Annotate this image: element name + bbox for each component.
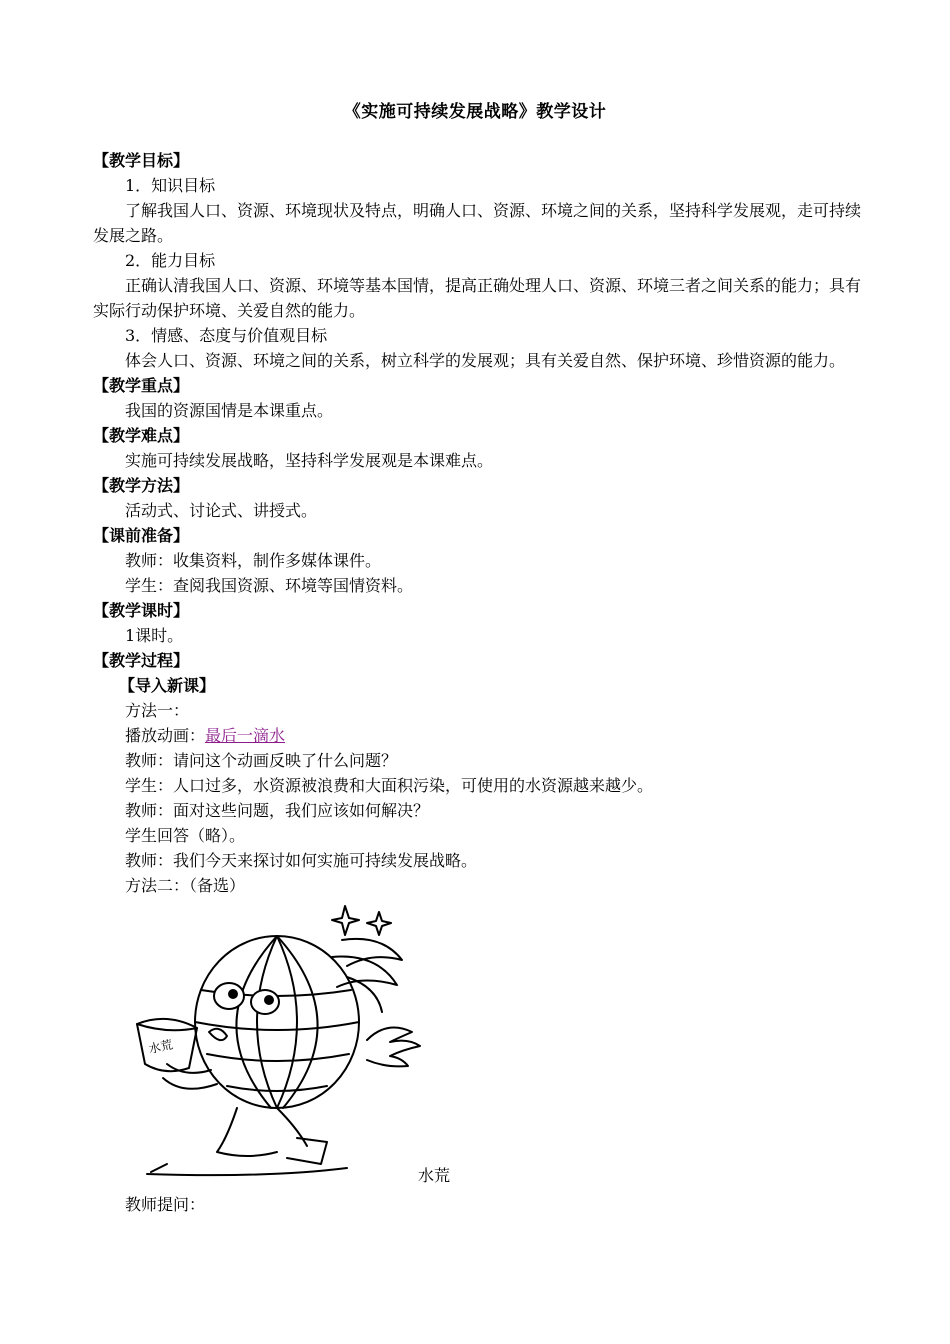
document-body xyxy=(93,148,863,1217)
thirsty-globe-cartoon xyxy=(127,902,427,1184)
hours-text: 1课时。 xyxy=(125,626,184,645)
ability-objective-text: 正确认清我国人口、资源、环境等基本国情，提高正确处理人口、资源、环境三者之间关系的能力；具有实际行动保护环境、关爱自然的能力。 xyxy=(93,276,862,320)
student-answer-1: 学生：人口过多，水资源被浪费和大面积污染，可使用的水资源越来越少。 xyxy=(125,776,654,795)
objectives-heading: 【教学目标】 xyxy=(93,151,190,170)
figure-caption: 水荒 xyxy=(418,1166,451,1185)
method-heading: 【教学方法】 xyxy=(93,476,190,495)
student-answer-2: 学生回答（略）。 xyxy=(125,826,246,845)
method-one-label: 方法一： xyxy=(125,701,190,720)
process-heading: 【教学过程】 xyxy=(93,651,190,670)
key-point-heading: 【教学重点】 xyxy=(93,376,190,395)
difficulty-heading: 【教学难点】 xyxy=(93,426,190,445)
teacher-question-2: 教师：面对这些问题，我们应该如何解决？ xyxy=(125,801,430,820)
teacher-question-1: 教师：请问这个动画反映了什么问题？ xyxy=(125,751,398,770)
preparation-teacher: 教师：收集资料，制作多媒体课件。 xyxy=(125,551,382,570)
play-animation-prefix: 播放动画： xyxy=(125,726,206,745)
bowl-label: 水荒 xyxy=(147,1037,174,1057)
key-point-text: 我国的资源国情是本课重点。 xyxy=(125,401,334,420)
water-shortage-figure xyxy=(93,902,863,1192)
last-drop-link[interactable]: 最后一滴水 xyxy=(205,726,286,745)
preparation-heading: 【课前准备】 xyxy=(93,526,190,545)
knowledge-objective-title: 1．知识目标 xyxy=(125,176,216,195)
ability-objective-title: 2．能力目标 xyxy=(125,251,216,270)
document-title: 《实施可持续发展战略》教学设计 xyxy=(343,102,607,122)
emotion-objective-title: 3．情感、态度与价值观目标 xyxy=(125,326,328,345)
knowledge-objective-text: 了解我国人口、资源、环境现状及特点，明确人口、资源、环境之间的关系，坚持科学发展观，走可持续发展之路。 xyxy=(93,201,862,245)
method-text: 活动式、讨论式、讲授式。 xyxy=(125,501,318,520)
emotion-objective-text: 体会人口、资源、环境之间的关系，树立科学的发展观；具有关爱自然、保护环境、珍惜资源的能力。 xyxy=(125,351,846,370)
difficulty-text: 实施可持续发展战略，坚持科学发展观是本课难点。 xyxy=(125,451,494,470)
preparation-student: 学生：查阅我国资源、环境等国情资料。 xyxy=(125,576,414,595)
intro-heading: 【导入新课】 xyxy=(119,676,216,695)
teacher-statement-3: 教师：我们今天来探讨如何实施可持续发展战略。 xyxy=(125,851,478,870)
hours-heading: 【教学课时】 xyxy=(93,601,190,620)
method-two-label: 方法二：（备选） xyxy=(125,876,246,895)
teacher-ask: 教师提问： xyxy=(125,1195,206,1214)
play-animation-line xyxy=(93,723,863,748)
